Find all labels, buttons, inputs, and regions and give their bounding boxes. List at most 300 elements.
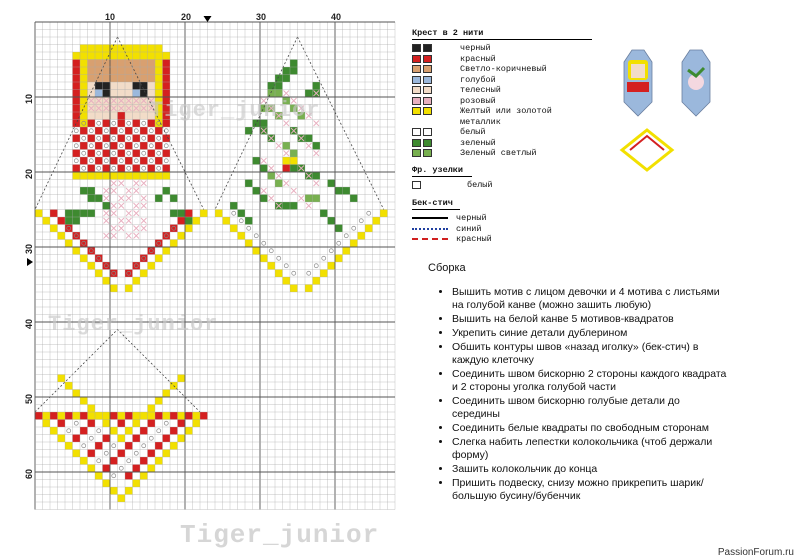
assembly-step: • Пришить подвеску, снизу можно прикрепить шарик/большую бусину/бубенчик (452, 477, 728, 503)
assembly-step: • Соединить швом бискорню голубые детали до середины (452, 395, 728, 421)
legend-cross-row (412, 96, 592, 107)
stitch-cell (320, 210, 328, 218)
stitch-cell (103, 262, 111, 270)
symbol-swatch (423, 44, 432, 52)
stitch-cell (118, 120, 126, 128)
stitch-cell (80, 427, 88, 435)
stitch-cell (193, 412, 201, 420)
stitch-cell (170, 442, 178, 450)
stitch-cell (133, 172, 141, 180)
stitch-cell (163, 52, 171, 60)
legend-cross-row (412, 64, 592, 75)
stitch-cell (88, 420, 96, 428)
stitch-cell (65, 382, 73, 390)
stitch-cell (58, 435, 66, 443)
stitch-cell (358, 232, 366, 240)
stitch-cell (350, 195, 358, 203)
stitch-cell (178, 217, 186, 225)
stitch-cell (305, 90, 313, 98)
legend-back-row (412, 213, 592, 224)
assembly-step: • Вышить на белой канве 5 мотивов-квадратов (452, 313, 728, 326)
stitch-cell (170, 195, 178, 203)
stitch-cell (148, 405, 156, 413)
stitch-cell (373, 217, 381, 225)
symbol-swatch (423, 128, 432, 136)
stitch-cell (125, 82, 133, 90)
stitch-cell (73, 232, 81, 240)
stitch-cell (110, 412, 118, 420)
stitch-cell (155, 75, 163, 83)
stitch-cell (163, 450, 171, 458)
stitch-cell (133, 262, 141, 270)
stitch-cell (178, 420, 186, 428)
assembly-step: • Обшить контуры швов «назад иголку» (бек-стич) в каждую клеточку (452, 341, 728, 367)
stitch-cell (110, 157, 118, 165)
stitch-cell (58, 412, 66, 420)
col-label-20: 20 (181, 12, 192, 22)
stitch-cell (43, 420, 51, 428)
stitch-cell (88, 465, 96, 473)
stitch-cell (148, 262, 156, 270)
legend-knots-title: Фр. узелки (412, 165, 472, 177)
stitch-cell (133, 465, 141, 473)
stitch-cell (73, 97, 81, 105)
stitch-cell (148, 420, 156, 428)
row-label-10: 10 (24, 93, 34, 104)
stitch-cell (80, 210, 88, 218)
stitch-cell (118, 420, 126, 428)
stitch-cell (73, 450, 81, 458)
stitch-cell (95, 157, 103, 165)
stitch-cell (110, 487, 118, 495)
stitch-cell (103, 420, 111, 428)
stitch-cell (163, 67, 171, 75)
stitch-cell (73, 112, 81, 120)
stitch-cell (110, 285, 118, 293)
stitch-cell (110, 52, 118, 60)
stitch-cell (155, 82, 163, 90)
stitch-cell (313, 82, 321, 90)
stitch-cell (170, 225, 178, 233)
legend-back-label: черный (456, 213, 487, 224)
stitch-cell (103, 165, 111, 173)
symbol-swatch (423, 139, 432, 147)
stitch-cell (290, 60, 298, 68)
legend-cross-label: Желтый или золотой (460, 106, 552, 117)
stitch-cell (95, 90, 103, 98)
assembly-step: • Слегка набить лепестки колокольчика (чтоб держали форму) (452, 436, 728, 462)
legend-cross-label: розовый (460, 95, 496, 106)
stitch-cell (155, 157, 163, 165)
row-label-20: 20 (24, 168, 34, 179)
stitch-cell (163, 75, 171, 83)
stitch-cell (35, 412, 43, 420)
stitch-cell (110, 90, 118, 98)
stitch-cell (118, 67, 126, 75)
stitch-cell (140, 270, 148, 278)
stitch-cell (140, 172, 148, 180)
stitch-cell (80, 142, 88, 150)
stitch-cell (155, 255, 163, 263)
stitch-cell (313, 195, 321, 203)
stitch-cell (140, 142, 148, 150)
stitch-cell (140, 90, 148, 98)
color-swatch (412, 65, 421, 73)
stitch-cell (73, 210, 81, 218)
stitch-cell (88, 135, 96, 143)
stitch-cell (238, 232, 246, 240)
stitch-cell (103, 135, 111, 143)
color-swatch (412, 86, 421, 94)
stitch-cell (133, 60, 141, 68)
stitch-cell (133, 412, 141, 420)
stitch-cell (178, 435, 186, 443)
stitch-cell (125, 270, 133, 278)
stitch-cell (110, 457, 118, 465)
row-label-60: 60 (24, 468, 34, 479)
stitch-cell (163, 435, 171, 443)
stitch-cell (73, 247, 81, 255)
stitch-cell (230, 202, 238, 210)
stitch-cell (305, 135, 313, 143)
stitch-cell (290, 202, 298, 210)
finished-preview (612, 40, 732, 190)
stitch-cell (335, 187, 343, 195)
stitch-cell (125, 427, 133, 435)
stitch-cell (148, 247, 156, 255)
legend-cross-row (412, 85, 592, 96)
stitch-cell (103, 435, 111, 443)
stitch-cell (313, 142, 321, 150)
stitch-cell (148, 165, 156, 173)
legend-back-label: красный (456, 234, 492, 245)
color-swatch (412, 44, 421, 52)
stitch-cell (118, 172, 126, 180)
stitch-cell (65, 412, 73, 420)
stitch-cell (155, 195, 163, 203)
stitch-cell (73, 165, 81, 173)
color-swatch (412, 118, 421, 126)
stitch-cell (290, 285, 298, 293)
stitch-cell (193, 217, 201, 225)
stitch-cell (80, 240, 88, 248)
stitch-cell (118, 450, 126, 458)
stitch-cell (155, 412, 163, 420)
stitch-cell (163, 60, 171, 68)
stitch-cell (95, 52, 103, 60)
stitch-cell (103, 90, 111, 98)
stitch-cell (155, 90, 163, 98)
stitch-cell (88, 52, 96, 60)
stitch-cell (88, 150, 96, 158)
stitch-cell (88, 60, 96, 68)
stitch-cell (65, 240, 73, 248)
stitch-cell (65, 217, 73, 225)
legend-back-list (412, 213, 592, 245)
stitch-cell (125, 45, 133, 53)
symbol-swatch (423, 149, 432, 157)
legend-back-row (412, 234, 592, 245)
stitch-cell (125, 157, 133, 165)
stitch-cell (73, 90, 81, 98)
stitch-cell (133, 480, 141, 488)
stitch-cell (380, 210, 388, 218)
stitch-cell (133, 135, 141, 143)
stitch-cell (245, 180, 253, 188)
stitch-cell (155, 397, 163, 405)
color-swatch (412, 107, 421, 115)
legend-cross-label: Светло-коричневый (460, 64, 547, 75)
stitch-cell (73, 435, 81, 443)
stitch-cell (103, 67, 111, 75)
symbol-swatch (423, 65, 432, 73)
stitch-cell (118, 45, 126, 53)
stitch-cell (118, 165, 126, 173)
stitch-cell (335, 255, 343, 263)
assembly-step: • Укрепить синие детали дублерином (452, 327, 728, 340)
stitch-cell (73, 60, 81, 68)
stitch-cell (118, 495, 126, 503)
stitch-cell (148, 90, 156, 98)
stitch-cell (80, 127, 88, 135)
stitch-cell (335, 225, 343, 233)
stitch-cell (155, 52, 163, 60)
stitch-cell (178, 210, 186, 218)
stitch-cell (305, 195, 313, 203)
stitch-cell (80, 412, 88, 420)
stitch-cell (80, 52, 88, 60)
legend-cross-row (412, 43, 592, 54)
stitch-cell (253, 157, 261, 165)
preview-face (631, 64, 645, 78)
stitch-cell (110, 112, 118, 120)
stitch-cell (50, 225, 58, 233)
legend-back-title: Бек-стич (412, 198, 460, 210)
stitch-cell (88, 450, 96, 458)
stitch-cell (110, 75, 118, 83)
stitch-cell (88, 247, 96, 255)
stitch-cell (163, 390, 171, 398)
stitch-cell (133, 82, 141, 90)
watermark: Tiger_junior (180, 520, 380, 550)
stitch-cell (80, 82, 88, 90)
stitch-cell (148, 60, 156, 68)
stitch-cell (148, 465, 156, 473)
stitch-cell (103, 202, 111, 210)
stitch-cell (95, 442, 103, 450)
legend-cross-label: Зеленый светлый (460, 148, 537, 159)
stitch-cell (155, 142, 163, 150)
stitch-cell (88, 405, 96, 413)
color-swatch (412, 76, 421, 84)
stitch-cell (73, 412, 81, 420)
cross-stitch-chart (0, 0, 400, 520)
stitch-cell (88, 195, 96, 203)
stitch-cell (253, 187, 261, 195)
stitch-cell (245, 127, 253, 135)
stitch-cell (163, 172, 171, 180)
stitch-cell (230, 225, 238, 233)
stitch-cell (283, 67, 291, 75)
backstitch-line-icon (412, 228, 448, 230)
stitch-cell (73, 135, 81, 143)
stitch-cell (283, 202, 291, 210)
stitch-cell (125, 112, 133, 120)
stitch-cell (140, 112, 148, 120)
stitch-cell (155, 240, 163, 248)
assembly-instructions (428, 262, 728, 504)
stitch-cell (80, 67, 88, 75)
stitch-cell (125, 127, 133, 135)
stitch-cell (313, 277, 321, 285)
stitch-cell (73, 75, 81, 83)
stitch-cell (170, 427, 178, 435)
stitch-cell (103, 75, 111, 83)
stitch-cell (140, 427, 148, 435)
stitch-cell (125, 67, 133, 75)
stitch-cell (103, 45, 111, 53)
col-label-10: 10 (105, 12, 116, 22)
stitch-cell (178, 375, 186, 383)
stitch-cell (88, 262, 96, 270)
stitch-cell (73, 67, 81, 75)
stitch-cell (305, 285, 313, 293)
stitch-cell (88, 165, 96, 173)
stitch-cell (88, 75, 96, 83)
legend-cross-label: белый (460, 127, 486, 138)
stitch-cell (50, 427, 58, 435)
stitch-cell (133, 120, 141, 128)
watermark: Tiger_junior (150, 98, 321, 123)
stitch-cell (95, 142, 103, 150)
stitch-cell (155, 442, 163, 450)
stitch-cell (95, 270, 103, 278)
stitch-cell (163, 150, 171, 158)
stitch-cell (260, 195, 268, 203)
stitch-cell (133, 150, 141, 158)
stitch-cell (50, 210, 58, 218)
color-swatch (412, 55, 421, 63)
stitch-cell (88, 45, 96, 53)
stitch-cell (125, 472, 133, 480)
stitch-cell (148, 67, 156, 75)
symbol-swatch (423, 118, 432, 126)
stitch-cell (148, 412, 156, 420)
stitch-cell (140, 255, 148, 263)
stitch-cell (103, 150, 111, 158)
stitch-cell (125, 412, 133, 420)
stitch-cell (133, 90, 141, 98)
stitch-cell (88, 187, 96, 195)
stitch-cell (155, 457, 163, 465)
stitch-cell (275, 82, 283, 90)
color-swatch (412, 128, 421, 136)
stitch-cell (155, 127, 163, 135)
stitch-cell (275, 90, 283, 98)
stitch-cell (80, 457, 88, 465)
stitch-cell (95, 127, 103, 135)
site-watermark: PassionForum.ru (717, 547, 794, 558)
stitch-cell (290, 150, 298, 158)
stitch-cell (125, 142, 133, 150)
knot-symbol-icon (423, 181, 433, 189)
stitch-cell (268, 82, 276, 90)
symbol-swatch (423, 76, 432, 84)
stitch-cell (118, 412, 126, 420)
stitch-cell (245, 217, 253, 225)
stitch-cell (148, 135, 156, 143)
watermark: Tiger_junior (48, 312, 219, 337)
stitch-cell (95, 472, 103, 480)
stitch-cell (163, 82, 171, 90)
stitch-cell (163, 232, 171, 240)
stitch-cell (88, 120, 96, 128)
stitch-cell (118, 135, 126, 143)
stitch-cell (163, 135, 171, 143)
color-swatch (412, 139, 421, 147)
stitch-cell (313, 172, 321, 180)
stitch-cell (185, 412, 193, 420)
stitch-cell (178, 232, 186, 240)
legend-back-row (412, 224, 592, 235)
stitch-cell (118, 75, 126, 83)
stitch-cell (215, 210, 223, 218)
stitch-cell (200, 412, 208, 420)
legend-cross-row (412, 106, 592, 117)
stitch-cell (80, 75, 88, 83)
stitch-cell (140, 60, 148, 68)
stitch-cell (88, 67, 96, 75)
stitch-cell (43, 217, 51, 225)
stitch-cell (155, 60, 163, 68)
stitch-cell (110, 82, 118, 90)
stitch-cell (65, 210, 73, 218)
stitch-cell (343, 247, 351, 255)
stitch-cell (43, 412, 51, 420)
legend-knot-row (412, 180, 592, 191)
stitch-cell (95, 195, 103, 203)
assembly-step: • Зашить колокольчик до конца (452, 463, 728, 476)
stitch-cell (80, 120, 88, 128)
stitch-cell (58, 375, 66, 383)
stitch-cell (125, 442, 133, 450)
stitch-cell (80, 45, 88, 53)
stitch-cell (148, 450, 156, 458)
stitch-cell (148, 150, 156, 158)
stitch-cell (125, 75, 133, 83)
stitch-cell (163, 412, 171, 420)
stitch-cell (365, 225, 373, 233)
legend-cross-title: Крест в 2 нити (412, 28, 592, 40)
stitch-cell (50, 412, 58, 420)
stitch-cell (133, 45, 141, 53)
stitch-cell (58, 420, 66, 428)
stitch-cell (88, 82, 96, 90)
stitch-cell (125, 172, 133, 180)
stitch-cell (73, 120, 81, 128)
stitch-cell (80, 90, 88, 98)
stitch-cell (328, 262, 336, 270)
stitch-cell (88, 172, 96, 180)
stitch-cell (290, 157, 298, 165)
stitch-cell (65, 225, 73, 233)
assembly-step: • Соединить белые квадраты по свободным сторонам (452, 422, 728, 435)
stitch-cell (35, 210, 43, 218)
stitch-cell (133, 277, 141, 285)
stitch-cell (103, 172, 111, 180)
legend-cross-row (412, 138, 592, 149)
legend-cross-label: красный (460, 53, 496, 64)
